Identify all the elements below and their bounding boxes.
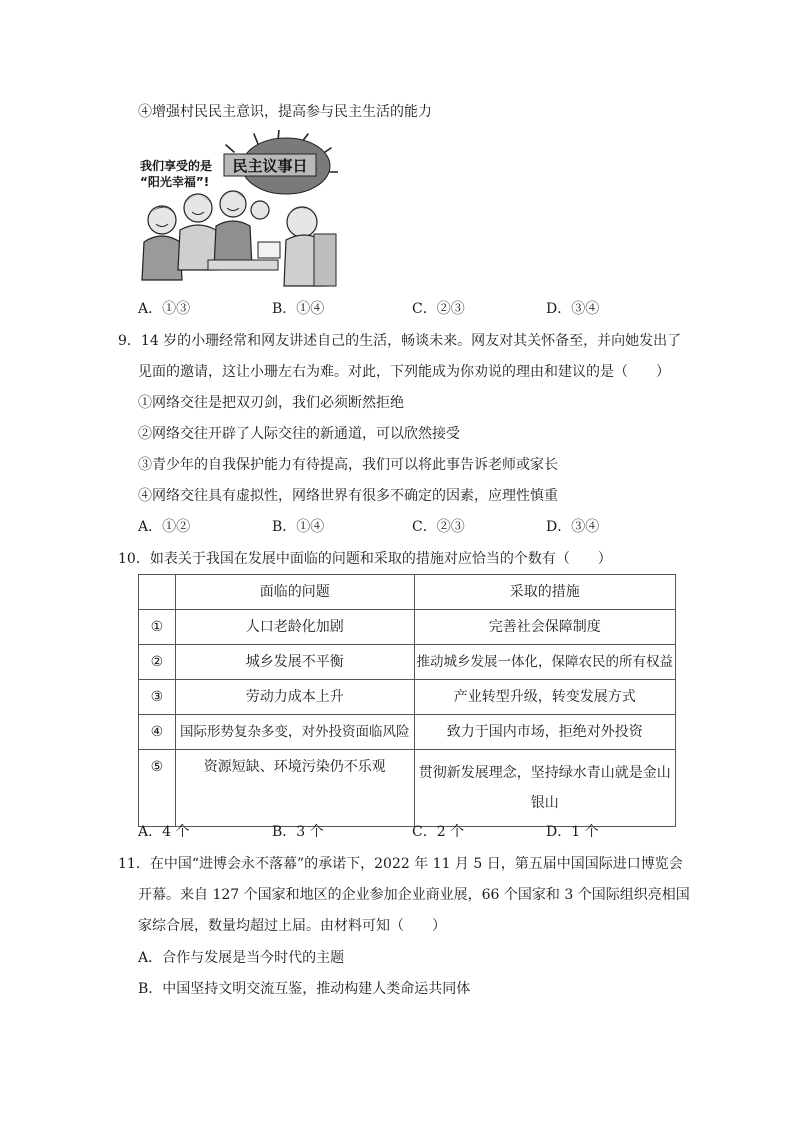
row-index: ④ (139, 715, 176, 750)
header-problem: 面临的问题 (175, 575, 414, 610)
q8-options (138, 299, 658, 319)
q9-option-c[interactable]: C．②③ (412, 519, 465, 535)
q9-item-2: ②网络交往开辟了人际交往的新通道，可以欣然接受 (138, 426, 460, 442)
row-index: ③ (139, 680, 176, 715)
table-header-row (139, 575, 676, 610)
row-problem: 城乡发展不平衡 (175, 645, 414, 680)
q8-option-c[interactable]: C．②③ (412, 301, 465, 317)
row-index: ① (139, 610, 176, 645)
row-measure: 贯彻新发展理念，坚持绿水青山就是金山银山 (414, 750, 676, 827)
q11-stem-line-2: 开幕。来自 127 个国家和地区的企业参加企业商业展，66 个国家和 3 个国际组织亮相国 (138, 887, 690, 903)
q11-option-a[interactable]: A．合作与发展是当今时代的主题 (138, 950, 345, 966)
q10-stem: 10．如表关于我国在发展中面临的问题和采取的措施对应恰当的个数有（ ） (118, 551, 612, 567)
q10-options (138, 822, 658, 842)
header-measure: 采取的措施 (414, 575, 676, 610)
row-measure: 致力于国内市场，拒绝对外投资 (414, 715, 676, 750)
row-measure: 完善社会保障制度 (414, 610, 676, 645)
sign-text: 民主议事日 (232, 157, 308, 175)
q10-option-b[interactable]: B．3 个 (272, 824, 324, 840)
q8-option-a[interactable]: A．①③ (138, 301, 191, 317)
q9-option-d[interactable]: D．③④ (546, 519, 600, 535)
row-problem: 人口老龄化加剧 (175, 610, 414, 645)
row-problem: 国际形势复杂多变，对外投资面临风险 (175, 715, 414, 750)
row-measure: 产业转型升级，转变发展方式 (414, 680, 676, 715)
q9-item-4: ④网络交往具有虚拟性，网络世界有很多不确定的因素，应理性慎重 (138, 488, 558, 504)
header-index-cell (139, 575, 176, 610)
q9-option-b[interactable]: B．①④ (272, 519, 325, 535)
cartoon-caption-2: “阳光幸福”! (140, 175, 210, 189)
q10-option-a[interactable]: A．4 个 (138, 824, 190, 840)
cartoon-illustration (138, 130, 338, 290)
table-row (139, 610, 676, 645)
q9-item-3: ③青少年的自我保护能力有待提高，我们可以将此事告诉老师或家长 (138, 457, 558, 473)
row-problem: 劳动力成本上升 (175, 680, 414, 715)
q11-stem-line-3: 家综合展，数量均超过上届。由材料可知（ ） (138, 918, 446, 934)
row-index: ⑤ (139, 750, 176, 827)
q9-option-a[interactable]: A．①② (138, 519, 191, 535)
q8-item-4: ④增强村民民主意识，提高参与民主生活的能力 (138, 104, 432, 120)
table-row (139, 750, 676, 827)
q9-item-1: ①网络交往是把双刃剑，我们必须断然拒绝 (138, 395, 404, 411)
q10-option-d[interactable]: D．1 个 (546, 824, 599, 840)
q9-options (138, 517, 658, 537)
row-measure: 推动城乡发展一体化，保障农民的所有权益 (414, 645, 676, 680)
row-index: ② (139, 645, 176, 680)
problems-measures-table (138, 574, 676, 827)
q11-option-b[interactable]: B．中国坚持文明交流互鉴，推动构建人类命运共同体 (138, 981, 471, 997)
q9-stem-line-1: 9．14 岁的小珊经常和网友讲述自己的生活，畅谈未来。网友对其关怀备至，并向她发出了 (118, 333, 682, 349)
q8-option-b[interactable]: B．①④ (272, 301, 325, 317)
table-row (139, 645, 676, 680)
table-row (139, 680, 676, 715)
q11-stem-line-1: 11．在中国“进博会永不落幕”的承诺下，2022 年 11 月 5 日，第五届中国国际进口博览会 (118, 856, 683, 872)
q10-option-c[interactable]: C．2 个 (412, 824, 465, 840)
table-row (139, 715, 676, 750)
q8-option-d[interactable]: D．③④ (546, 301, 600, 317)
q9-stem-line-2: 见面的邀请，这让小珊左右为难。对此，下列能成为你劝说的理由和建议的是（ ） (138, 364, 670, 380)
row-problem: 资源短缺、环境污染仍不乐观 (175, 750, 414, 827)
cartoon-caption-1: 我们享受的是 (140, 159, 213, 173)
